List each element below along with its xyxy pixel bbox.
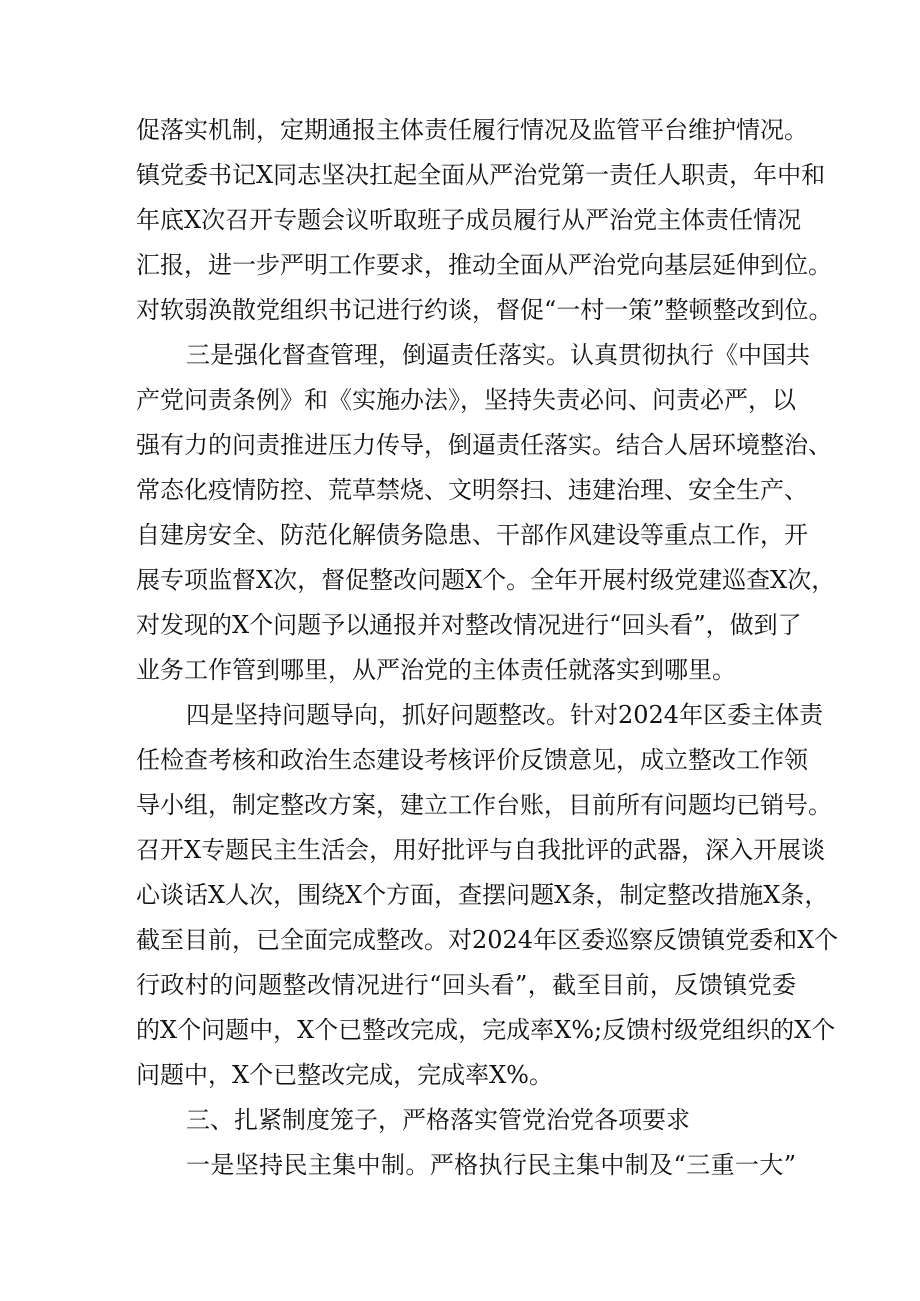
text-line: 促落实机制，定期通报主体责任履行情况及监管平台维护情况。 bbox=[136, 116, 808, 144]
text-line: 截至目前，已全面完成整改。对2024年区委巡察反馈镇党委和X个 bbox=[136, 926, 839, 954]
text-line: 业务工作管到哪里，从严治党的主体责任就落实到哪里。 bbox=[136, 656, 736, 684]
text-line: 任检查考核和政治生态建设考核评价反馈意见，成立整改工作领 bbox=[136, 746, 808, 774]
text-line: 召开X专题民主生活会，用好批评与自我批评的武器，深入开展谈 bbox=[136, 836, 826, 864]
text-line: 强有力的问责推进压力传导，倒逼责任落实。结合人居环境整治、 bbox=[136, 431, 832, 459]
paragraph-start-line: 一是坚持民主集中制。严格执行民主集中制及“三重一大” bbox=[186, 1151, 796, 1179]
text-line: 的X个问题中，X个已整改完成，完成率X%;反馈村级党组织的X个 bbox=[136, 1016, 836, 1044]
text-line: 常态化疫情防控、荒草禁烧、文明祭扫、违建治理、安全生产、 bbox=[136, 476, 808, 504]
text-line: 年底X次召开专题会议听取班子成员履行从严治党主体责任情况 bbox=[136, 206, 802, 234]
text-line: 行政村的问题整改情况进行“回头看”，截至目前，反馈镇党委 bbox=[136, 971, 796, 999]
text-line: 心谈话X人次，围绕X个方面，查摆问题X条，制定整改措施X条， bbox=[136, 881, 829, 909]
text-line: 对软弱涣散党组织书记进行约谈，督促“一村一策”整顿整改到位。 bbox=[136, 296, 833, 324]
text-line: 展专项监督X次，督促整改问题X个。全年开展村级党建巡查X次， bbox=[136, 566, 836, 594]
text-line: 导小组，制定整改方案，建立工作台账，目前所有问题均已销号。 bbox=[136, 791, 832, 819]
text-line: 自建房安全、防范化解债务隐患、干部作风建设等重点工作，开 bbox=[136, 521, 808, 549]
text-line: 汇报，进一步严明工作要求，推动全面从严治党向基层延伸到位。 bbox=[136, 251, 832, 279]
text-line: 问题中，X个已整改完成，完成率X%。 bbox=[136, 1061, 553, 1089]
text-line: 产党问责条例》和《实施办法》，坚持失责必问、问责必严，以 bbox=[136, 386, 796, 414]
text-line: 对发现的X个问题予以通报并对整改情况进行“回头看”，做到了 bbox=[136, 611, 802, 639]
text-line: 镇党委书记X同志坚决扛起全面从严治党第一责任人职责，年中和 bbox=[136, 161, 826, 189]
paragraph-start-line: 三是强化督查管理，倒逼责任落实。认真贯彻执行《中国共 bbox=[186, 341, 810, 369]
section-heading: 三、扎紧制度笼子，严格落实管党治党各项要求 bbox=[186, 1106, 690, 1134]
paragraph-start-line: 四是坚持问题导向，抓好问题整改。针对2024年区委主体责 bbox=[186, 701, 824, 729]
